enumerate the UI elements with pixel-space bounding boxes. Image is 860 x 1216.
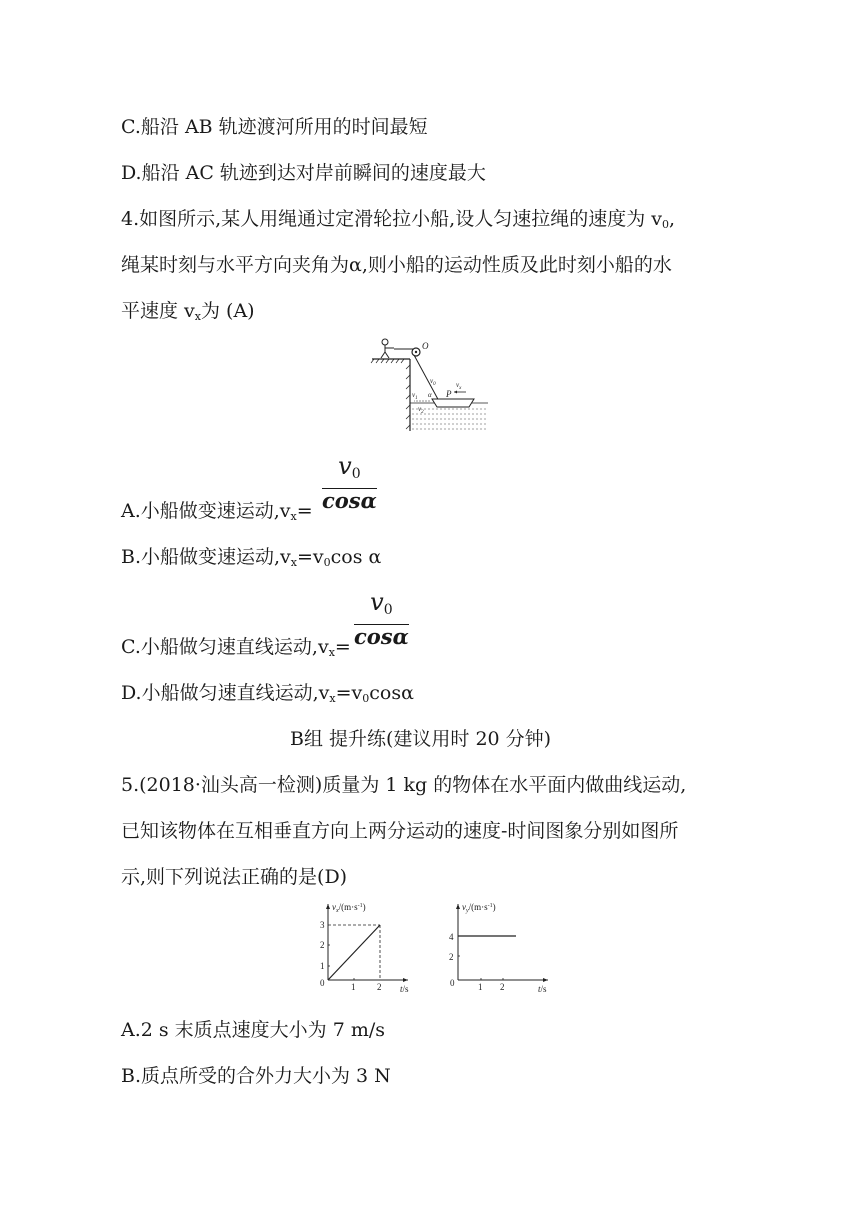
ytick: 1 [320, 961, 325, 971]
q4-line1: 4.如图所示,某人用绳通过定滑轮拉小船,设人匀速拉绳的速度为 $v_0$, [121, 208, 676, 231]
q4-option-c: C.小船做匀速直线运动$,v_x=$ [121, 636, 351, 659]
svg-text:O: O [422, 341, 429, 351]
fraction-a: $\frac{v0}{\cos\alpha}$ [322, 452, 377, 513]
svg-text:v2: $v_2$ [418, 405, 424, 415]
q5-option-a: A.2 s 末质点速度大小为 7 m/s [121, 1019, 386, 1041]
svg-text:v0: $v_0$ [430, 377, 436, 387]
q5-option-b: B.质点所受的合外力大小为 3 N [121, 1065, 391, 1087]
xtick: 1 [478, 982, 483, 992]
svg-text:t/s: t/s [400, 984, 409, 994]
xtick: 2 [377, 982, 382, 992]
q4-option-a: A.小船做变速运动$,v_x=$ [121, 500, 313, 523]
svg-text:vy/(m·s-1): $v_y/(m\cdot s^{-1})$ [462, 902, 496, 914]
pulley-boat-figure [370, 335, 500, 435]
ytick: 4 [449, 932, 454, 942]
ytick: 2 [449, 952, 454, 962]
svg-text:vx: $v_x$ [456, 381, 462, 391]
q4-option-d: D.小船做匀速直线运动$,v_x=v_0\cos\alpha$ [121, 682, 414, 705]
option-d-q3: D.船沿 AC 轨迹到达对岸前瞬间的速度最大 [121, 162, 486, 184]
ytick: 2 [320, 940, 325, 950]
option-c-q3: C.船沿 AB 轨迹渡河所用的时间最短 [121, 116, 428, 138]
fraction-c: $\frac{v0}{\cos\alpha}$ [354, 588, 409, 649]
svg-text:P: P [446, 389, 452, 399]
svg-text:v1: $v_1$ [412, 391, 418, 401]
ytick: 3 [320, 920, 325, 930]
boat-shape [432, 399, 474, 407]
vx-t-graph [308, 898, 418, 1000]
q5-line3: 示,则下列说法正确的是(D) [121, 866, 348, 888]
vx-series-line [328, 925, 380, 980]
q4-line2: 绳某时刻与水平方向夹角为α,则小船的运动性质及此时刻小船的水 [121, 254, 672, 276]
origin-label: 0 [450, 978, 455, 988]
svg-text:α: α [428, 391, 432, 399]
xtick: 1 [351, 982, 356, 992]
q4-option-b: B.小船做变速运动$,v_x=v_0\cos$ α [121, 546, 382, 569]
svg-text:vx/(m·s-1): $v_x/(m\cdot s^{-1})$ [332, 902, 366, 914]
vy-t-graph [438, 898, 558, 1000]
svg-text:t/s: t/s [538, 984, 547, 994]
section-b-heading: B组 提升练(建议用时 20 分钟) [290, 728, 552, 750]
q5-line1: 5.(2018·汕头高一检测)质量为 1 kg 的物体在水平面内做曲线运动, [121, 774, 687, 796]
xtick: 2 [500, 982, 505, 992]
person-icon [381, 339, 394, 358]
q5-line2: 已知该物体在互相垂直方向上两分运动的速度-时间图象分别如图所 [121, 820, 679, 842]
origin-label: 0 [320, 978, 325, 988]
q4-line3: 平速度 $v_x$为 (A) [121, 300, 255, 323]
